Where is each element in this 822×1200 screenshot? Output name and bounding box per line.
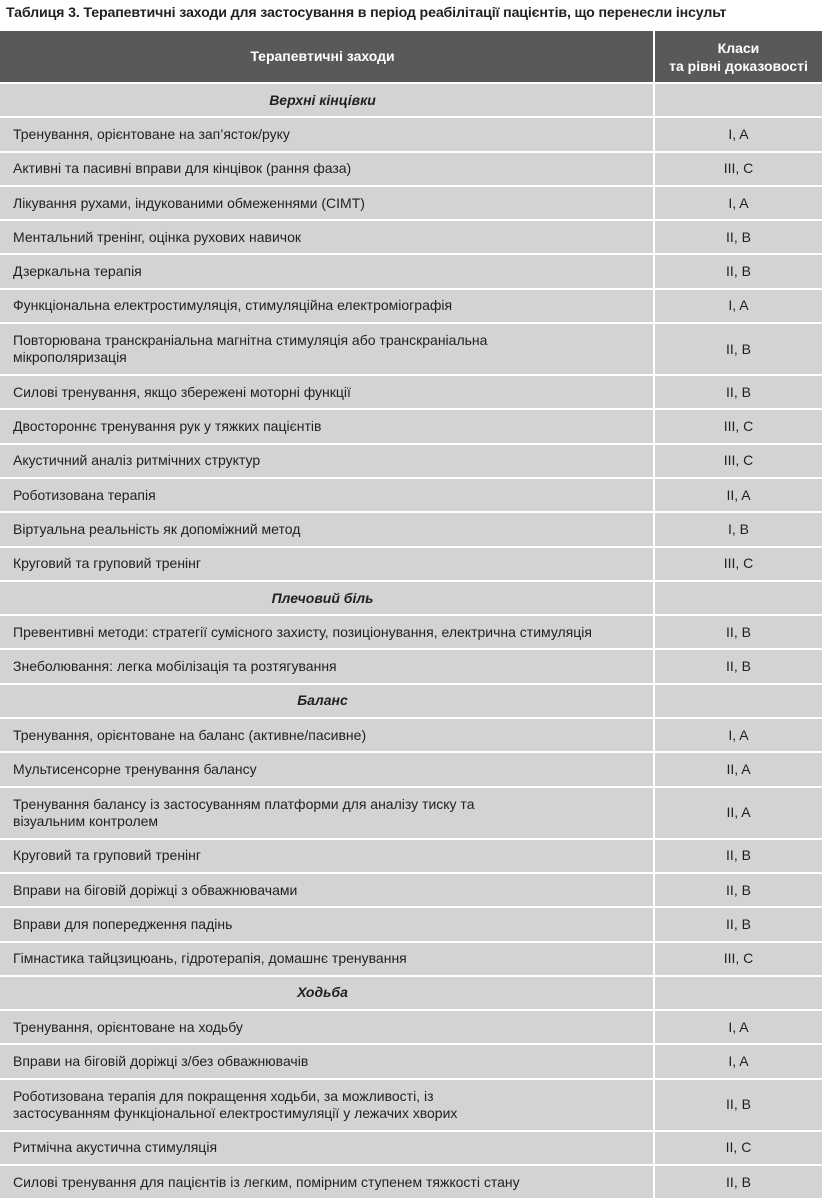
measure-cell: Лікування рухами, індукованими обмеженнями (CIMT)	[0, 187, 655, 221]
evidence-level-cell: III, C	[655, 445, 822, 479]
table-header-row	[0, 31, 822, 84]
table-row	[0, 788, 822, 840]
therapy-table	[0, 31, 822, 1200]
measure-cell: Функціональна електростимуляція, стимуляційна електроміографія	[0, 290, 655, 324]
measure-cell: Круговий та груповий тренінг	[0, 840, 655, 874]
measure-cell: Превентивні методи: стратегії сумісного захисту, позиціонування, електрична стимуляція	[0, 616, 655, 650]
measure-cell: Активні та пасивні вправи для кінцівок (рання фаза)	[0, 153, 655, 187]
table-row	[0, 153, 822, 187]
evidence-level-cell: I, A	[655, 1011, 822, 1045]
header-classes	[655, 31, 822, 84]
evidence-level-cell: II, B	[655, 650, 822, 684]
table-row	[0, 908, 822, 942]
section-empty-cell	[655, 977, 822, 1011]
header-classes-line2: та рівні доказовості	[669, 57, 808, 74]
section-title: Баланс	[0, 685, 655, 719]
table-row	[0, 719, 822, 753]
evidence-level-cell: II, B	[655, 324, 822, 376]
measure-cell: Двостороннє тренування рук у тяжких пацієнтів	[0, 410, 655, 444]
table-row	[0, 255, 822, 289]
measure-cell: Тренування, орієнтоване на зап’ясток/руку	[0, 118, 655, 152]
measure-cell: Вправи на біговій доріжці з/без обважнювачів	[0, 1045, 655, 1079]
evidence-level-cell: II, A	[655, 753, 822, 787]
section-row	[0, 977, 822, 1011]
evidence-level-cell: II, B	[655, 255, 822, 289]
table-row	[0, 1166, 822, 1200]
measure-cell: Мультисенсорне тренування балансу	[0, 753, 655, 787]
evidence-level-cell: II, B	[655, 376, 822, 410]
measure-cell: Повторювана транскраніальна магнітна стимуляція або транскраніальна мікрополяризація	[0, 324, 655, 376]
table-row	[0, 840, 822, 874]
evidence-level-cell: III, C	[655, 153, 822, 187]
evidence-level-cell: II, A	[655, 788, 822, 840]
table-row	[0, 410, 822, 444]
measure-cell: Вправи для попередження падінь	[0, 908, 655, 942]
evidence-level-cell: II, B	[655, 908, 822, 942]
measure-cell: Ритмічна акустична стимуляція	[0, 1132, 655, 1166]
evidence-level-cell: I, A	[655, 1045, 822, 1079]
evidence-level-cell: II, B	[655, 874, 822, 908]
section-title: Плечовий біль	[0, 582, 655, 616]
evidence-level-cell: II, C	[655, 1132, 822, 1166]
measure-cell: Тренування, орієнтоване на ходьбу	[0, 1011, 655, 1045]
table-row	[0, 118, 822, 152]
measure-cell: Круговий та груповий тренінг	[0, 548, 655, 582]
measure-cell: Знеболювання: легка мобілізація та розтягування	[0, 650, 655, 684]
measure-cell: Ментальний тренінг, оцінка рухових навичок	[0, 221, 655, 255]
section-title: Верхні кінцівки	[0, 84, 655, 118]
header-measures: Терапевтичні заходи	[0, 31, 655, 84]
table-row	[0, 616, 822, 650]
evidence-level-cell: I, A	[655, 118, 822, 152]
measure-cell: Віртуальна реальність як допоміжний метод	[0, 513, 655, 547]
section-row	[0, 84, 822, 118]
section-row	[0, 685, 822, 719]
section-title: Ходьба	[0, 977, 655, 1011]
evidence-level-cell: III, C	[655, 943, 822, 977]
table-row	[0, 187, 822, 221]
table-row	[0, 1011, 822, 1045]
table-row	[0, 1045, 822, 1079]
measure-cell: Акустичний аналіз ритмічних структур	[0, 445, 655, 479]
measure-cell: Силові тренування, якщо збережені моторні функції	[0, 376, 655, 410]
header-classes-line1: Класи	[717, 39, 760, 56]
table-row	[0, 479, 822, 513]
section-empty-cell	[655, 582, 822, 616]
measure-cell: Дзеркальна терапія	[0, 255, 655, 289]
evidence-level-cell: II, B	[655, 1166, 822, 1200]
table-row	[0, 513, 822, 547]
table-row	[0, 874, 822, 908]
section-empty-cell	[655, 84, 822, 118]
evidence-level-cell: II, B	[655, 616, 822, 650]
evidence-level-cell: II, B	[655, 221, 822, 255]
evidence-level-cell: II, A	[655, 479, 822, 513]
measure-cell: Гімнастика тайцзицюань, гідротерапія, домашнє тренування	[0, 943, 655, 977]
evidence-level-cell: II, B	[655, 1080, 822, 1132]
table-row	[0, 650, 822, 684]
table-row	[0, 753, 822, 787]
measure-cell: Тренування балансу із застосуванням платформи для аналізу тиску та візуальним контролем	[0, 788, 655, 840]
evidence-level-cell: III, C	[655, 548, 822, 582]
table-row	[0, 376, 822, 410]
measure-cell: Силові тренування для пацієнтів із легким, помірним ступенем тяжкості стану	[0, 1166, 655, 1200]
table-row	[0, 1132, 822, 1166]
table-row	[0, 1080, 822, 1132]
measure-cell: Роботизована терапія для покращення ходьби, за можливості, із застосуванням функціональної електростимуляції у лежачих хворих	[0, 1080, 655, 1132]
evidence-level-cell: II, B	[655, 840, 822, 874]
measure-cell: Тренування, орієнтоване на баланс (активне/пасивне)	[0, 719, 655, 753]
evidence-level-cell: I, A	[655, 719, 822, 753]
section-empty-cell	[655, 685, 822, 719]
measure-cell: Роботизована терапія	[0, 479, 655, 513]
table-row	[0, 445, 822, 479]
table-row	[0, 548, 822, 582]
evidence-level-cell: I, A	[655, 290, 822, 324]
table-caption: Таблиця 3. Терапевтичні заходи для застосування в період реабілітації пацієнтів, що перенесли інсульт	[6, 5, 727, 21]
section-row	[0, 582, 822, 616]
table-row	[0, 943, 822, 977]
evidence-level-cell: III, C	[655, 410, 822, 444]
table-row	[0, 221, 822, 255]
table-row	[0, 324, 822, 376]
table-row	[0, 290, 822, 324]
measure-cell: Вправи на біговій доріжці з обважнювачами	[0, 874, 655, 908]
evidence-level-cell: I, A	[655, 187, 822, 221]
evidence-level-cell: I, B	[655, 513, 822, 547]
